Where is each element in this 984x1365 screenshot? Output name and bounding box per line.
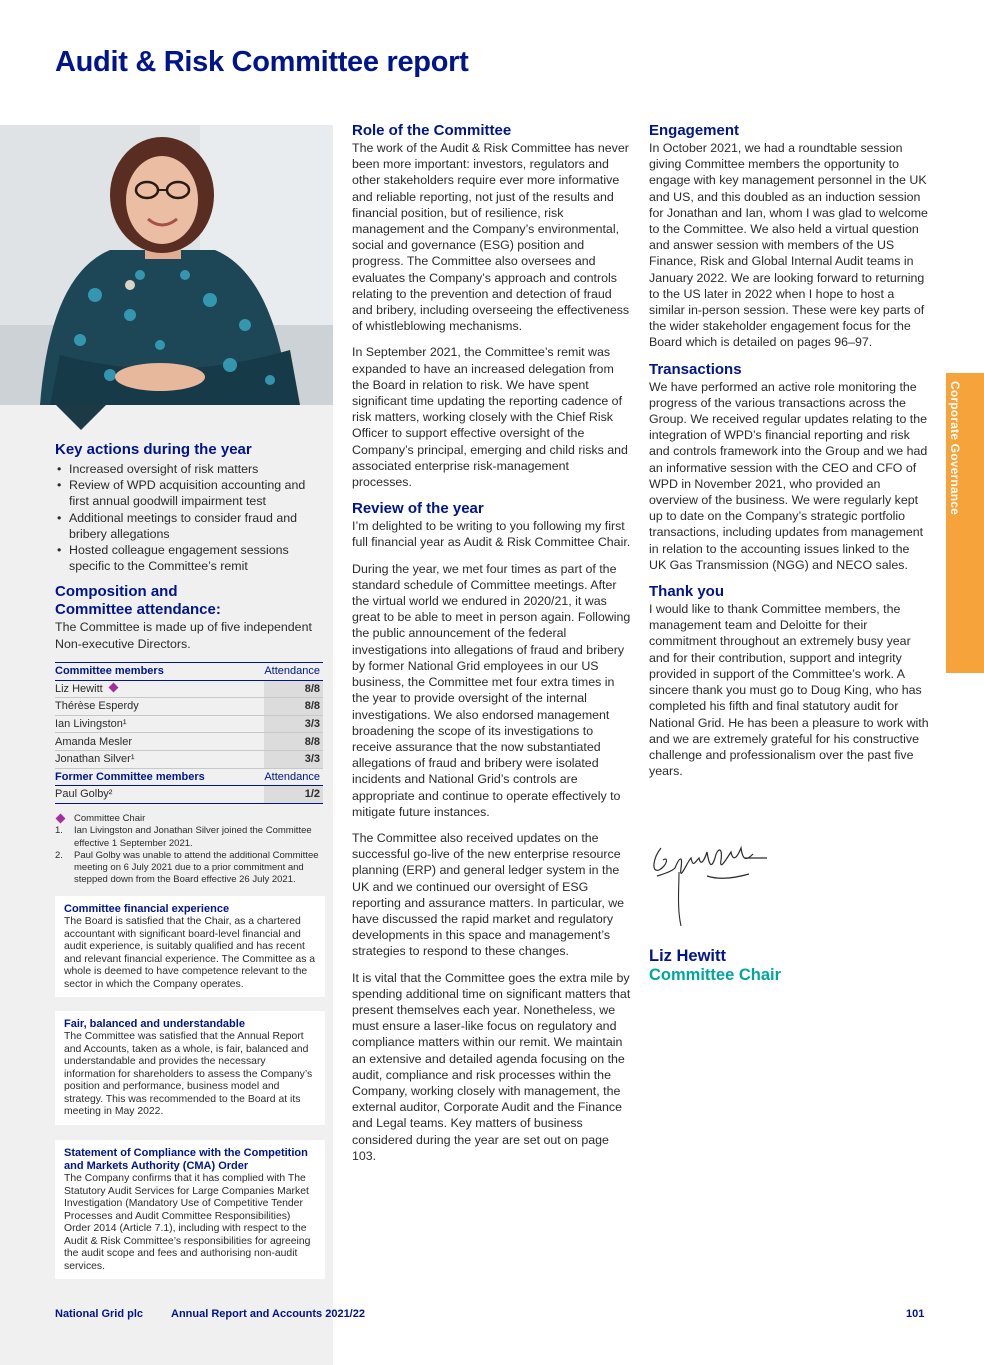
chair-portrait-photo bbox=[0, 125, 333, 405]
table-row bbox=[55, 786, 323, 804]
photo-pointer bbox=[55, 404, 107, 430]
box-title: Statement of Compliance with the Competition and Markets Authority (CMA) Order bbox=[64, 1147, 308, 1172]
attendance-value: 3/3 bbox=[264, 750, 323, 768]
attendance-value: 8/8 bbox=[264, 698, 323, 716]
signatory-role: Committee Chair bbox=[649, 966, 782, 984]
list-item: • Additional meetings to consider fraud and bribery allegations bbox=[55, 510, 325, 542]
composition-heading bbox=[55, 583, 325, 619]
table-row bbox=[55, 715, 323, 733]
chair-diamond-icon bbox=[108, 682, 118, 692]
box-text: The Committee was satisfied that the Annual Report and Accounts, taken as a whole, is fair, balanced and understandable and provides the necessary information for shareholders to assess the Company’s position and performance, business model and strategy. This was recommended to the Board at its meeting in May 2022. bbox=[64, 1031, 313, 1117]
list-item: • Increased oversight of risk matters bbox=[55, 461, 325, 477]
role-paragraph: The work of the Audit & Risk Committee has never been more important: investors, regulators and other stakeholders require ever more informative and reliable reporting, not just of the results and financial position, but of resilience, risk management and the Company’s environmental, social and governance (ESG) position and progress. The Committee also oversees and evaluates the Company’s approach and controls relating to the prevention and detection of fraud and bribery, including overseeing the effectiveness of whistleblowing mechanisms. bbox=[352, 141, 630, 334]
thanks-heading: Thank you bbox=[649, 583, 725, 601]
engagement-heading: Engagement bbox=[649, 122, 740, 139]
member-name: Amanda Mesler bbox=[55, 733, 264, 751]
composition-text: The Committee is made up of five independent Non-executive Directors. bbox=[55, 620, 312, 651]
attendance-value: 1/2 bbox=[264, 786, 323, 804]
member-name: Ian Livingston¹ bbox=[55, 715, 264, 733]
table-row bbox=[55, 680, 323, 698]
table-header-row bbox=[55, 768, 323, 786]
key-actions-list bbox=[55, 461, 325, 574]
signature-image bbox=[649, 828, 779, 928]
page-title: Audit & Risk Committee report bbox=[55, 46, 469, 78]
member-name: Jonathan Silver¹ bbox=[55, 750, 264, 768]
list-item: • Review of WPD acquisition accounting and first annual goodwill impairment test bbox=[55, 477, 325, 509]
section-tab[interactable] bbox=[946, 373, 984, 673]
note-1 bbox=[55, 825, 327, 850]
table-row bbox=[55, 750, 323, 768]
role-heading: Role of the Committee bbox=[352, 122, 512, 139]
note-chair bbox=[55, 813, 327, 825]
composition-heading-line: Composition and bbox=[55, 583, 178, 601]
table-header-attendance: Attendance bbox=[264, 663, 323, 681]
member-name: Paul Golby² bbox=[55, 786, 264, 804]
financial-experience-box bbox=[55, 896, 325, 997]
attendance-table bbox=[55, 662, 323, 804]
fair-balanced-box bbox=[55, 1011, 325, 1125]
box-text: The Company confirms that it has complied with The Statutory Audit Services for Large Companies Market Investigation (Mandatory Use of Competitive Tender Processes and Audit Committee Responsibilities) Order 2014 (Article 7.1), including with respect to the Audit & Risk Committee’s responsibilities for agreeing the audit scope and fees and authorising non-audit services. bbox=[64, 1173, 311, 1272]
portrait-illustration bbox=[0, 125, 333, 405]
composition-heading-line: Committee attendance: bbox=[55, 601, 221, 619]
review-heading: Review of the year bbox=[352, 500, 484, 518]
table-notes bbox=[55, 813, 327, 887]
box-title: Committee financial experience bbox=[64, 903, 230, 915]
list-item: • Hosted colleague engagement sessions specific to the Committee’s remit bbox=[55, 542, 325, 574]
attendance-value: 8/8 bbox=[264, 680, 323, 698]
footer-report: Annual Report and Accounts 2021/22 bbox=[171, 1308, 365, 1320]
transactions-heading: Transactions bbox=[649, 360, 742, 378]
footer-page-number: 101 bbox=[906, 1308, 925, 1320]
footer-company: National Grid plc bbox=[55, 1308, 144, 1320]
signatory-name: Liz Hewitt bbox=[649, 947, 726, 965]
note-text: Paul Golby was unable to attend the additional Committee meeting on 6 July 2021 due to a prior commitment and stepped down from the Board effective 26 July 2021. bbox=[74, 849, 319, 886]
table-header-former: Former Committee members bbox=[55, 768, 264, 786]
note-key: 1. bbox=[55, 825, 63, 837]
member-name bbox=[55, 680, 264, 698]
table-header-row bbox=[55, 663, 323, 681]
engagement-paragraph: In October 2021, we had a roundtable session giving Committee members the opportunity to engage with key management personnel in the UK and US, and this doubled as an induction session for Jonathan and Ian, whom I was glad to welcome to the Committee. We also held a virtual question and answer session with members of the US Finance, Risk and Global Internal Audit teams in January 2022. We are looking forward to returning to the US later in 2022 when I hope to host a similar in-person session. These were key parts of the wider stakeholder engagement focus for the Board which is detailed on pages 96–97. bbox=[649, 141, 928, 350]
note-key: 2. bbox=[55, 849, 63, 861]
section-tab-label: Corporate Governance bbox=[948, 381, 962, 516]
review-paragraph: It is vital that the Committee goes the extra mile by spending additional time on significant matters that present themselves each year. Nonetheless, we must ensure a laser-like focus on regulatory and compliance matters within our remit. We maintain an extensive and detailed agenda focusing on the audit, compliance and risk processes within the Company, working closely with management, the external auditor, Corporate Audit and the Finance and Legal teams. Key matters of business considered during the year are set out on page 103. bbox=[352, 970, 631, 1163]
member-name-text: Liz Hewitt bbox=[55, 682, 103, 695]
left-column bbox=[55, 441, 325, 652]
attendance-value: 3/3 bbox=[264, 715, 323, 733]
transactions-paragraph: We have performed an active role monitoring the progress of the various transactions across the Group. We received regular updates relating to the integration of WPD’s financial reporting and risk and controls framework into the Group and we had an informative session with the CEO and CFO of WPD in November 2021, who provided an overview of the business. We were regularly kept up to date on the Company’s strategic portfolio transactions, including updates from management in relation to the accounting issues linked to the UK Gas Transmission (NGG) and NECO sales. bbox=[649, 379, 928, 572]
member-name: Thérèse Esperdy bbox=[55, 698, 264, 716]
middle-column bbox=[352, 122, 632, 1174]
right-column bbox=[649, 122, 929, 789]
cma-compliance-box bbox=[55, 1140, 325, 1279]
review-paragraph: The Committee also received updates on the successful go-live of the new enterprise resource planning (ERP) and general ledger system in the UK and we continued our oversight of ESG reporting and assurance matters. In particular, we have discussed the rapid market and regulatory developments in this space and management’s strategies to respond to these changes. bbox=[352, 830, 625, 959]
review-paragraph: During the year, we met four times as part of the standard schedule of Committee meetings. After the virtual world we endured in 2020/21, it was great to be able to meet in person again. Following the public announcement of the federal investigations into allegations of fraud and bribery by former National Grid employees in our US business, the Committee met four extra times in the year to provide oversight of the internal investigations. We also endorsed management broadening the scope of its investigations to receive assurance that the now substantiated allegations of fraud and bribery were isolated incidents and National Grid’s controls are appropriate and continue to operate effectively to mitigate future instances. bbox=[352, 561, 631, 819]
note-text: Committee Chair bbox=[74, 813, 146, 824]
key-actions-heading: Key actions during the year bbox=[55, 441, 252, 458]
signatory bbox=[649, 947, 781, 985]
table-header-members: Committee members bbox=[55, 663, 264, 681]
note-text: Ian Livingston and Jonathan Silver joined the Committee effective 1 September 2021. bbox=[74, 825, 312, 849]
review-paragraph: I’m delighted to be writing to you following my first full financial year as Audit & Risk Committee Chair. bbox=[352, 519, 631, 550]
note-2 bbox=[55, 850, 327, 887]
table-header-attendance: Attendance bbox=[264, 768, 323, 786]
box-text: The Board is satisfied that the Chair, as a chartered accountant with significant board-level financial and audit experience, is suitably qualified and has recent and relevant financial experience. The Committee as a whole is deemed to have competence relevant to the sector in which the Company operates. bbox=[64, 916, 316, 990]
attendance-value: 8/8 bbox=[264, 733, 323, 751]
role-paragraph: In September 2021, the Committee’s remit was expanded to have an increased delegation from the Board in relation to risk. We have spent significant time updating the reporting cadence of risk matters, working closely with the Chief Risk Officer to support effective oversight of the Company’s principal, emerging and child risks and associated enterprise risk-management processes. bbox=[352, 345, 628, 490]
box-title: Fair, balanced and understandable bbox=[64, 1018, 245, 1030]
chair-diamond-icon bbox=[56, 814, 66, 824]
thanks-paragraph: I would like to thank Committee members, the management team and Deloitte for their commitment throughout an extremely busy year and for their contribution, support and integrity provided in support of the Committee’s work. A sincere thank you must go to Doug King, who has completed his fifth and final statutory audit for National Grid. He has been a pleasure to work with and we are extremely grateful for his constructive challenge and professionalism over the past five years. bbox=[649, 602, 929, 779]
table-row bbox=[55, 733, 323, 751]
table-row bbox=[55, 698, 323, 716]
